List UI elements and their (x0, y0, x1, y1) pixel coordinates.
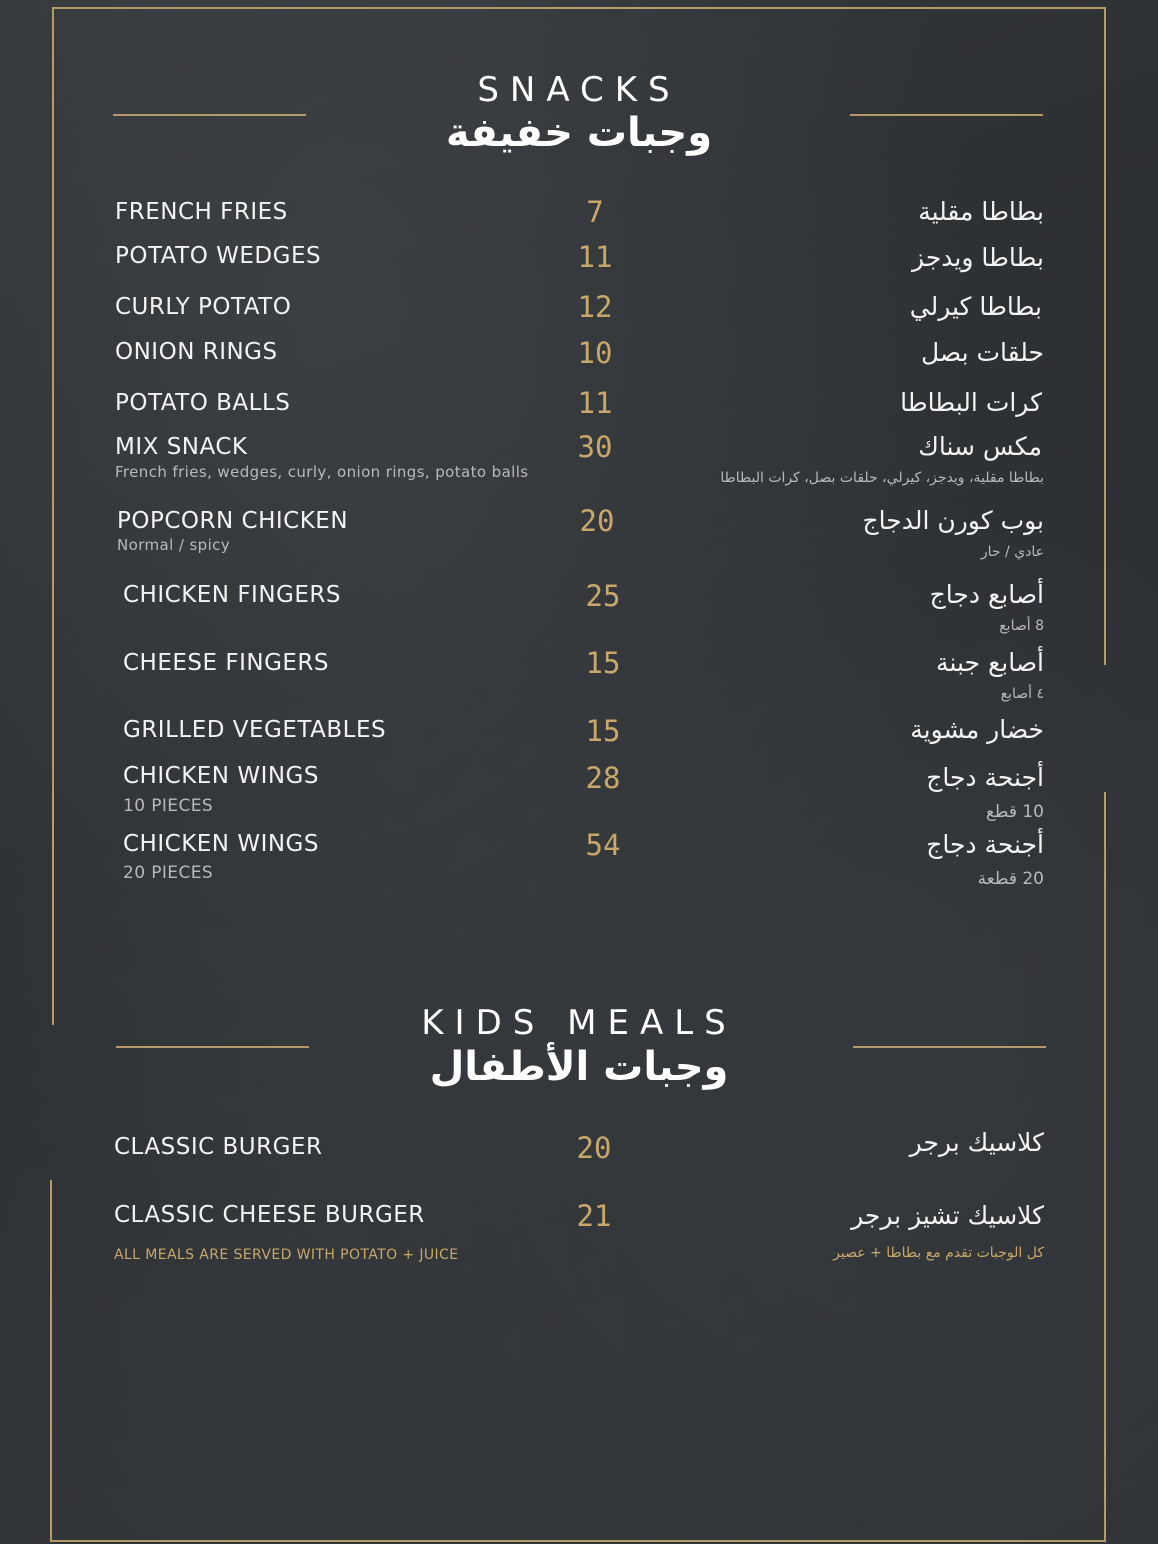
kids-divider-left (116, 1046, 309, 1048)
frame-right-lower (1104, 792, 1106, 1542)
item-name-ar: كرات البطاطا (900, 388, 1042, 417)
item-desc-ar: ٤ أصابع (1000, 686, 1044, 702)
item-name-en: CURLY POTATO (115, 294, 292, 320)
item-desc-en: 20 PIECES (123, 863, 214, 883)
kids-title-ar: وجبات الأطفال (429, 1044, 729, 1090)
item-desc-ar: 20 قطعة (977, 869, 1044, 889)
item-name-ar: أصابع دجاج (929, 580, 1044, 609)
frame-left-upper (52, 7, 54, 1025)
frame-bottom (50, 1540, 1106, 1542)
item-price: 7 (586, 195, 604, 229)
item-name-en: POPCORN CHICKEN (117, 508, 349, 534)
frame-left-lower (50, 1180, 52, 1542)
item-name-ar: بوب كورن الدجاج (862, 506, 1044, 535)
item-name-ar: كلاسيك برجر (909, 1128, 1044, 1157)
kids-note-en: ALL MEALS ARE SERVED WITH POTATO + JUICE (114, 1247, 459, 1263)
item-desc-ar: 8 أصابع (999, 618, 1044, 634)
item-name-ar: بطاطا مقلية (918, 197, 1044, 226)
item-name-ar: خضار مشوية (910, 715, 1044, 744)
item-name-ar: أجنحة دجاج (926, 830, 1044, 859)
item-name-en: CHEESE FINGERS (123, 650, 330, 676)
item-price: 28 (585, 761, 621, 795)
item-price: 21 (576, 1199, 612, 1233)
item-price: 12 (577, 290, 613, 324)
item-desc-ar: 10 قطع (985, 802, 1044, 822)
kids-divider-right (853, 1046, 1046, 1048)
item-price: 10 (577, 336, 613, 370)
snacks-divider-left (113, 114, 306, 116)
item-name-en: CLASSIC BURGER (114, 1134, 323, 1160)
item-desc-en: 10 PIECES (123, 796, 214, 816)
frame-top (53, 7, 1105, 9)
item-desc-ar: عادي / حار (980, 544, 1044, 560)
item-name-ar: أصابع جبنة (936, 648, 1044, 677)
item-name-en: POTATO BALLS (115, 390, 291, 416)
kids-note-ar: كل الوجبات تقدم مع بطاطا + عصير (833, 1245, 1044, 1261)
item-name-en: ONION RINGS (115, 339, 278, 365)
item-price: 15 (585, 714, 621, 748)
item-desc-ar: بطاطا مقلية، ويدجز، كيرلي، حلقات بصل، كرات البطاطا (720, 470, 1044, 486)
item-desc-en: Normal / spicy (117, 536, 231, 554)
item-name-ar: مكس سناك (918, 432, 1042, 461)
item-price: 30 (577, 430, 613, 464)
item-name-ar: حلقات بصل (920, 338, 1044, 367)
item-name-ar: أجنحة دجاج (926, 763, 1044, 792)
item-name-en: POTATO WEDGES (115, 243, 322, 269)
item-desc-en: French fries, wedges, curly, onion rings, potato balls (115, 463, 529, 481)
item-name-en: CHICKEN FINGERS (123, 582, 341, 608)
snacks-divider-right (850, 114, 1043, 116)
item-price: 25 (585, 579, 621, 613)
kids-title-en: KIDS MEALS (421, 1003, 737, 1043)
item-price: 20 (576, 1131, 612, 1165)
item-price: 54 (585, 828, 621, 862)
item-name-en: GRILLED VEGETABLES (123, 717, 387, 743)
item-price: 11 (577, 240, 613, 274)
item-name-ar: بطاطا كيرلي (909, 292, 1042, 321)
item-price: 20 (579, 504, 615, 538)
item-name-en: FRENCH FRIES (115, 199, 288, 225)
item-name-en: CLASSIC CHEESE BURGER (114, 1202, 425, 1228)
item-name-ar: بطاطا ويدجز (912, 243, 1044, 272)
item-name-en: CHICKEN WINGS (123, 831, 319, 857)
item-name-ar: كلاسيك تشيز برجر (851, 1201, 1044, 1230)
item-price: 15 (585, 646, 621, 680)
item-price: 11 (577, 386, 613, 420)
snacks-title-ar: وجبات خفيفة (445, 110, 713, 156)
item-name-en: MIX SNACK (115, 434, 248, 460)
item-name-en: CHICKEN WINGS (123, 763, 319, 789)
snacks-title-en: SNACKS (477, 70, 681, 110)
